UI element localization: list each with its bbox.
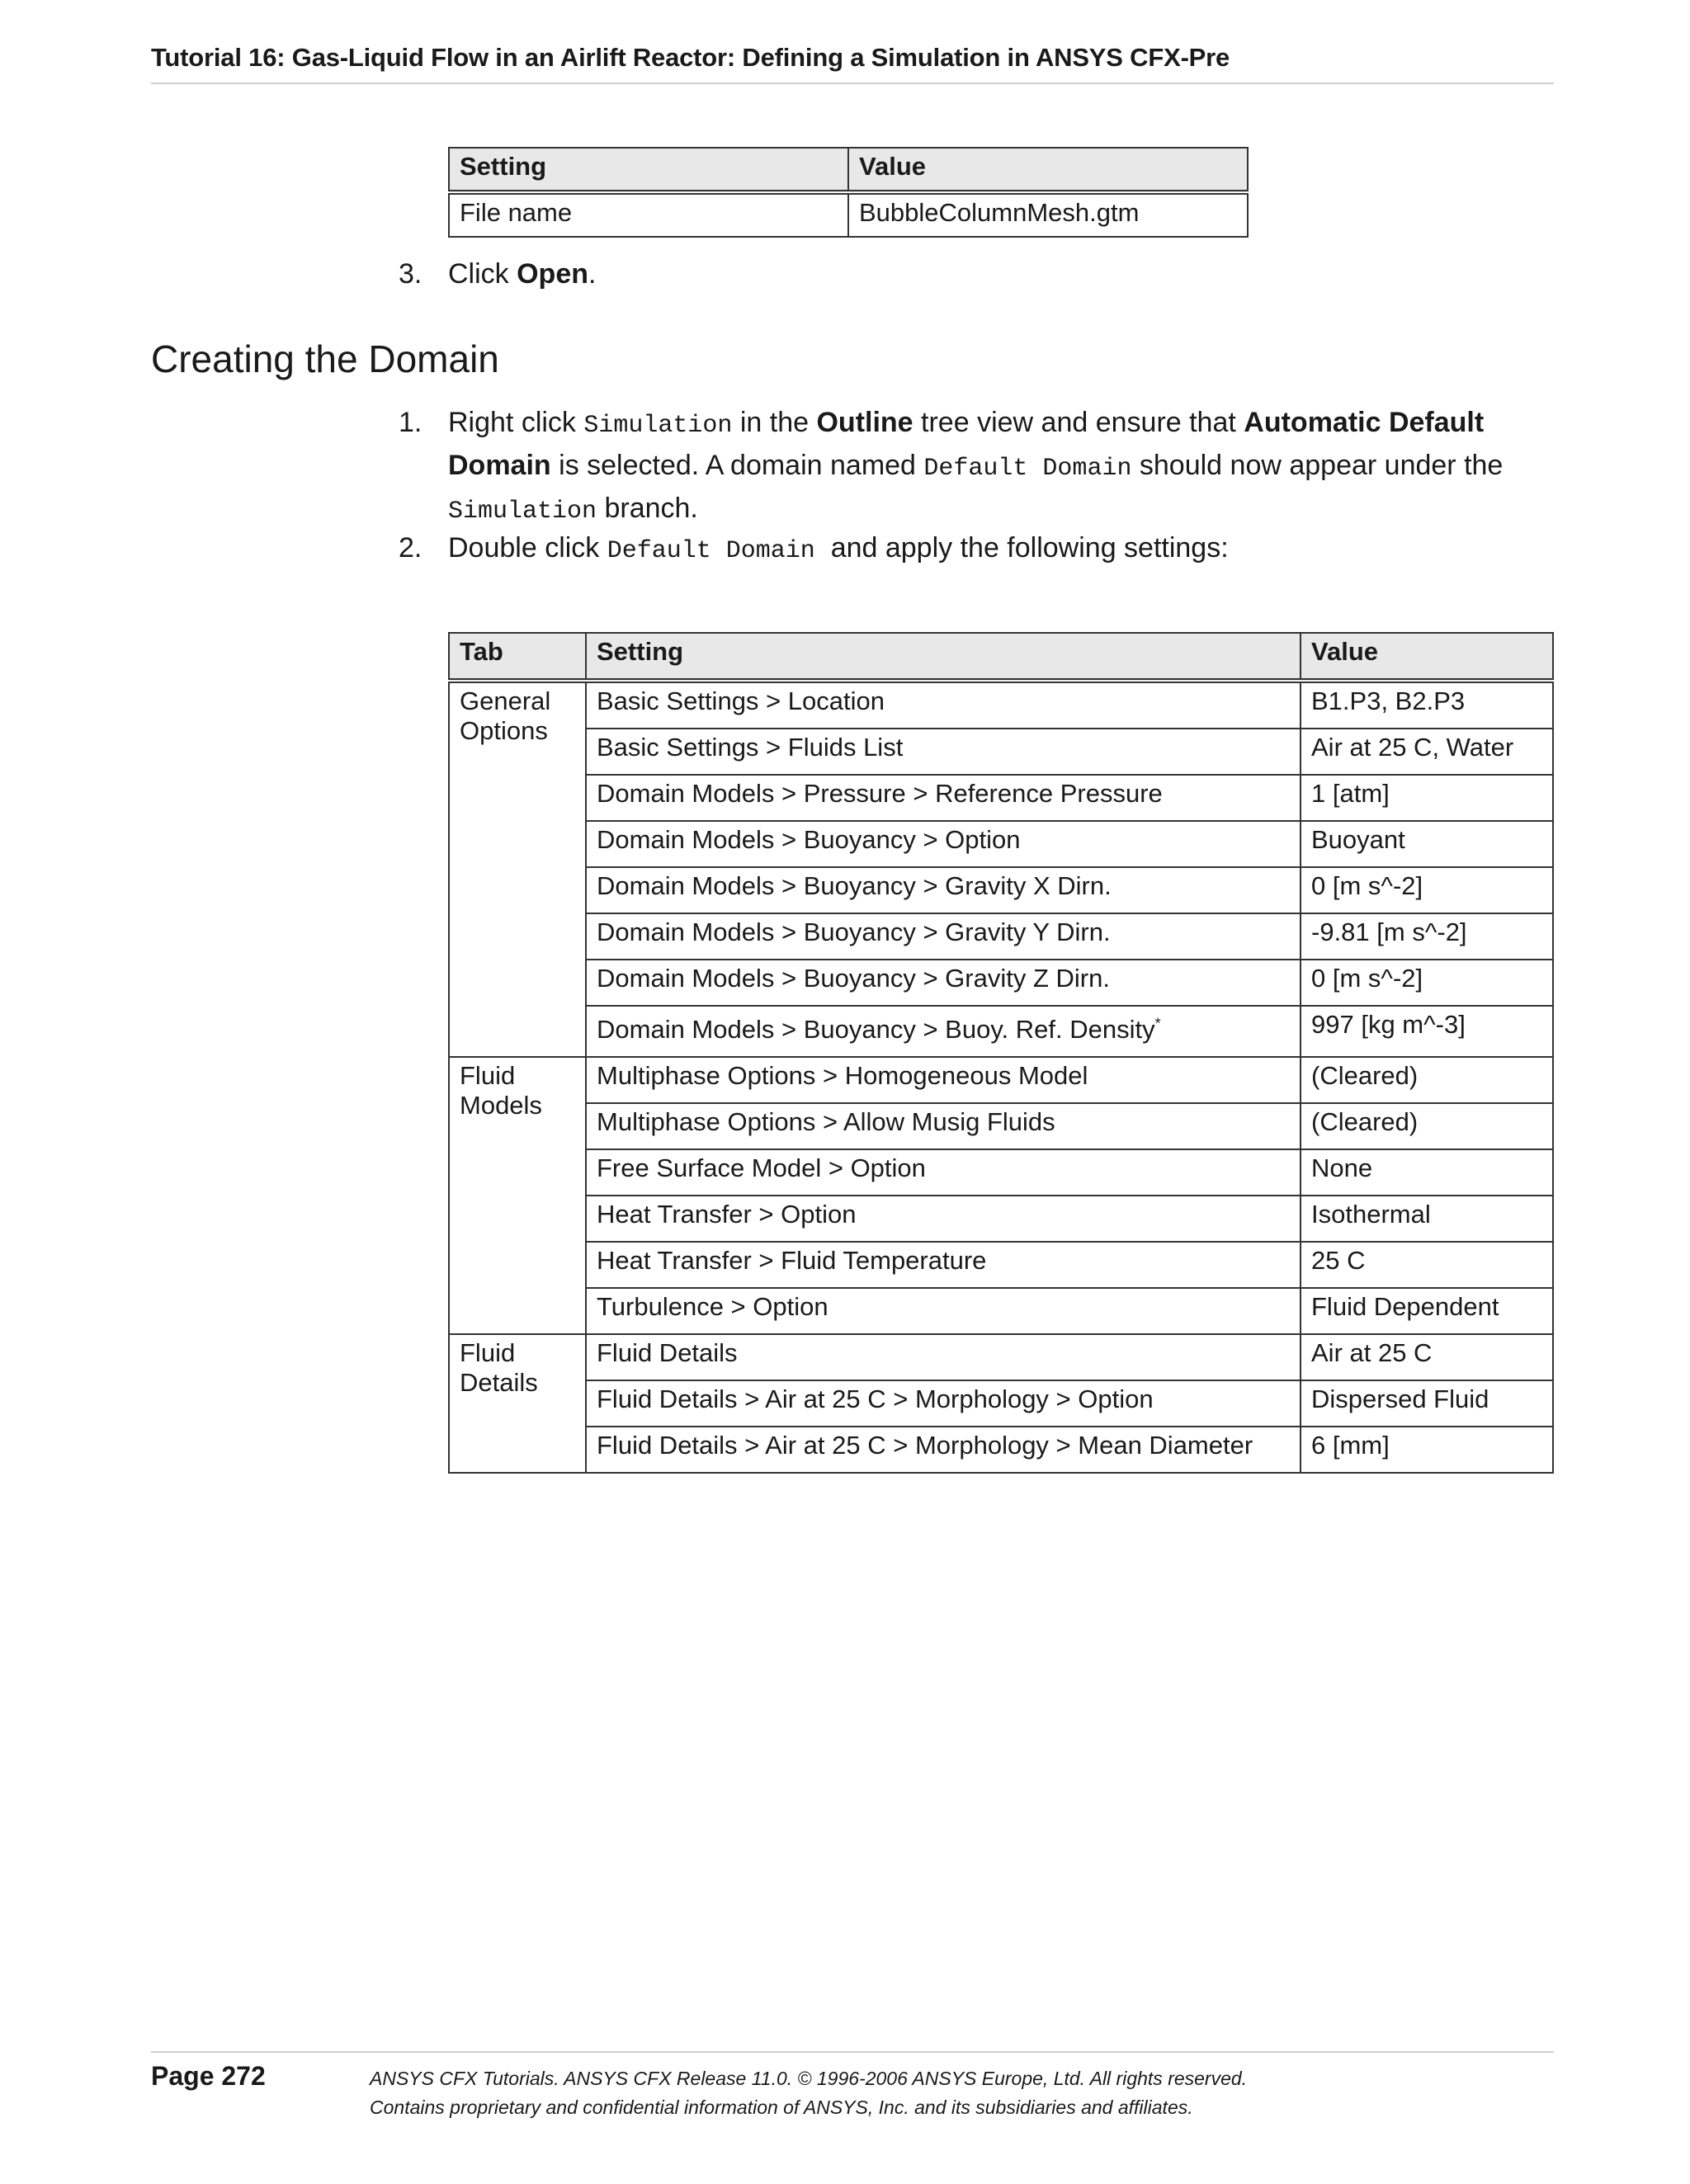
table-row [449, 821, 1553, 867]
step-number: 1. [399, 407, 422, 438]
value-cell: Buoyant [1301, 821, 1553, 867]
tab-cell: Fluid Details [449, 1334, 586, 1473]
step-text: Right click Simulation in the Outline tree view and ensure that Automatic Default Domain is selected. A domain named Default Domain should now appear under the Simulation branch. [448, 407, 1504, 526]
setting-cell: Fluid Details > Air at 25 C > Morphology > Mean Diameter [586, 1427, 1301, 1473]
table-row [449, 1057, 1553, 1103]
setting-cell: Domain Models > Pressure > Reference Pressure [586, 775, 1301, 821]
value-cell: None [1301, 1149, 1553, 1196]
step-text: Click Open. [448, 258, 597, 290]
setting-cell: Heat Transfer > Option [586, 1196, 1301, 1242]
table-row [449, 1427, 1553, 1473]
value-cell: 997 [kg m^-3] [1301, 1006, 1553, 1057]
table-header-row [449, 633, 1553, 681]
table-header-row [449, 148, 1248, 192]
table-row [449, 1196, 1553, 1242]
tab-cell: General Options [449, 681, 586, 1057]
tab-cell: Fluid Models [449, 1057, 586, 1334]
table-row [449, 1334, 1553, 1380]
setting-cell: Multiphase Options > Allow Musig Fluids [586, 1103, 1301, 1149]
table-row [449, 729, 1553, 775]
value-cell: 6 [mm] [1301, 1427, 1553, 1473]
value-cell: 0 [m s^-2] [1301, 867, 1553, 913]
table-row [449, 1288, 1553, 1334]
setting-cell: Domain Models > Buoyancy > Option [586, 821, 1301, 867]
column-header: Tab [449, 633, 586, 681]
table-row [449, 1149, 1553, 1196]
table-row [449, 867, 1553, 913]
running-header: Tutorial 16: Gas-Liquid Flow in an Airlift Reactor: Defining a Simulation in ANSYS CFX-Pre [151, 43, 1554, 84]
footer-line: ANSYS CFX Tutorials. ANSYS CFX Release 11.0. © 1996-2006 ANSYS Europe, Ltd. All rights reserved. [370, 2068, 1248, 2089]
setting-cell: Basic Settings > Location [586, 681, 1301, 729]
section-title: Creating the Domain [151, 337, 499, 380]
table-row [449, 192, 1248, 237]
column-header: Setting [586, 633, 1301, 681]
footer-line: Contains proprietary and confidential information of ANSYS, Inc. and its subsidiaries and affiliates. [370, 2097, 1193, 2118]
footer-divider [151, 2051, 1554, 2053]
page-number: Page 272 [151, 2061, 266, 2091]
footnote-mark: * [1154, 1015, 1161, 1032]
setting-cell: Multiphase Options > Homogeneous Model [586, 1057, 1301, 1103]
value-cell: Dispersed Fluid [1301, 1380, 1553, 1427]
domain-settings-table [448, 632, 1554, 1474]
setting-cell: Turbulence > Option [586, 1288, 1301, 1334]
setting-cell: Basic Settings > Fluids List [586, 729, 1301, 775]
value-cell: (Cleared) [1301, 1103, 1553, 1149]
step-number: 2. [399, 532, 422, 564]
table-cell: BubbleColumnMesh.gtm [848, 192, 1248, 237]
value-cell: 1 [atm] [1301, 775, 1553, 821]
open-label: Open [517, 258, 589, 290]
table-row [449, 1242, 1553, 1288]
value-cell: -9.81 [m s^-2] [1301, 913, 1553, 960]
table-row [449, 960, 1553, 1006]
value-cell: Fluid Dependent [1301, 1288, 1553, 1334]
footer-copyright [370, 2064, 1247, 2122]
step-double-click-domain [399, 528, 1554, 569]
step-right-click-simulation [399, 403, 1554, 526]
file-settings-table [448, 147, 1249, 238]
setting-cell: Fluid Details [586, 1334, 1301, 1380]
value-cell: Air at 25 C [1301, 1334, 1553, 1380]
value-cell: Air at 25 C, Water [1301, 729, 1553, 775]
table-row [449, 775, 1553, 821]
column-header: Value [848, 148, 1248, 192]
value-cell: B1.P3, B2.P3 [1301, 681, 1553, 729]
setting-cell: Domain Models > Buoyancy > Gravity X Dirn. [586, 867, 1301, 913]
table-row [449, 913, 1553, 960]
table-row [449, 1103, 1553, 1149]
setting-cell: Domain Models > Buoyancy > Gravity Z Dirn. [586, 960, 1301, 1006]
table-row [449, 681, 1553, 729]
table-row [449, 1380, 1553, 1427]
setting-cell: Free Surface Model > Option [586, 1149, 1301, 1196]
setting-cell: Fluid Details > Air at 25 C > Morphology > Option [586, 1380, 1301, 1427]
value-cell: Isothermal [1301, 1196, 1553, 1242]
setting-cell: Domain Models > Buoyancy > Gravity Y Dirn. [586, 913, 1301, 960]
step-number: 3. [399, 258, 422, 290]
column-header: Value [1301, 633, 1553, 681]
value-cell: 25 C [1301, 1242, 1553, 1288]
table-row [449, 1006, 1553, 1057]
setting-cell: Domain Models > Buoyancy > Buoy. Ref. Density* [586, 1006, 1301, 1057]
step-text: Double click Default Domain and apply the following settings: [448, 532, 1229, 565]
step-click-open [399, 254, 1554, 295]
table-cell: File name [449, 192, 848, 237]
value-cell: 0 [m s^-2] [1301, 960, 1553, 1006]
setting-cell: Heat Transfer > Fluid Temperature [586, 1242, 1301, 1288]
value-cell: (Cleared) [1301, 1057, 1553, 1103]
column-header: Setting [449, 148, 848, 192]
